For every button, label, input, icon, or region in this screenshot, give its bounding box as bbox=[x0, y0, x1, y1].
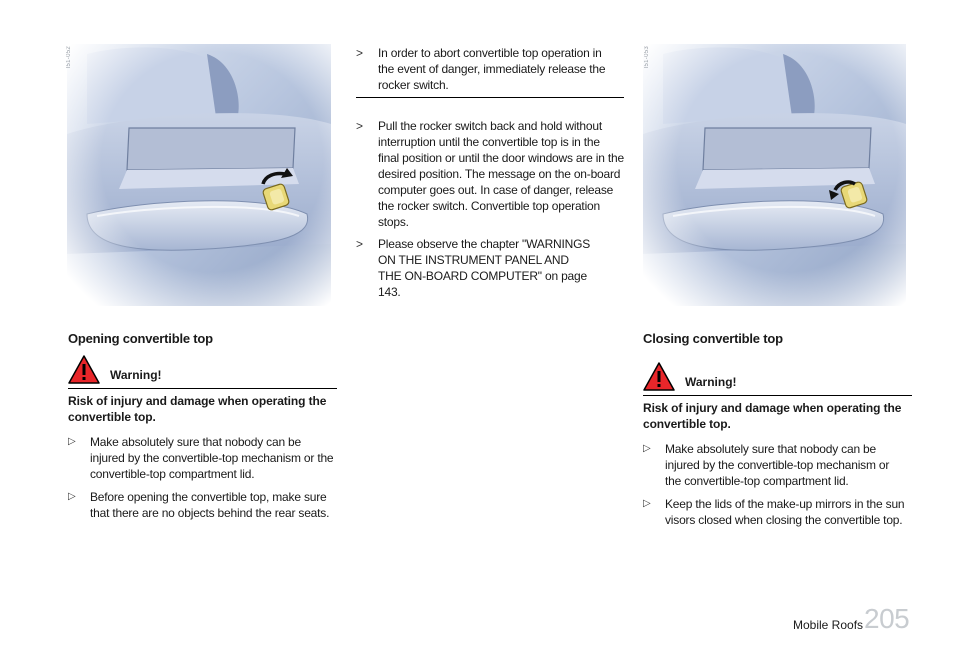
figure-code-right: I51-053 bbox=[644, 46, 650, 69]
step-item bbox=[356, 45, 620, 93]
warning-triangle-icon bbox=[68, 355, 100, 384]
step-arrow-icon: > bbox=[356, 237, 363, 251]
warning-rule bbox=[68, 388, 337, 389]
step-arrow-icon: > bbox=[356, 46, 363, 60]
triangle-bullet-icon: ▷ bbox=[643, 443, 651, 454]
triangle-bullet-icon: ▷ bbox=[68, 491, 76, 502]
figure-opening-console bbox=[67, 44, 331, 306]
list-item-text: Make absolutely sure that nobody can be injured by the convertible-top mechanism or the convertible-top compartment lid. bbox=[90, 435, 334, 481]
figure-code-left: I51-052 bbox=[66, 46, 72, 69]
step-text: Please observe the chapter "WARNINGS ON THE INSTRUMENT PANEL AND THE ON-BOARD COMPUTER" on page 143. bbox=[378, 237, 591, 299]
warning-triangle-icon bbox=[643, 362, 675, 391]
list-item bbox=[643, 496, 915, 528]
heading-opening: Opening convertible top bbox=[68, 331, 213, 346]
list-item bbox=[68, 434, 340, 482]
warning-text: Risk of injury and damage when operating the convertible top. bbox=[68, 394, 327, 424]
warning-text: Risk of injury and damage when operating the convertible top. bbox=[643, 401, 902, 431]
step-arrow-icon: > bbox=[356, 119, 363, 133]
warning-label: Warning! bbox=[685, 375, 737, 389]
warning-label: Warning! bbox=[110, 368, 162, 382]
list-item-text: Make absolutely sure that nobody can be injured by the convertible-top mechanism or the convertible-top compartment lid. bbox=[665, 442, 890, 488]
triangle-bullet-icon: ▷ bbox=[643, 498, 651, 509]
step-item bbox=[356, 118, 624, 230]
warning-row-left bbox=[68, 355, 162, 384]
heading-closing: Closing convertible top bbox=[643, 331, 783, 346]
list-item-text: Keep the lids of the make-up mirrors in the sun visors closed when closing the convertible top. bbox=[665, 497, 905, 527]
warning-rule bbox=[643, 395, 912, 396]
step-item bbox=[356, 236, 620, 299]
list-item-text: Before opening the convertible top, make sure that there are no objects behind the rear seats. bbox=[90, 490, 330, 520]
section-rule bbox=[356, 97, 624, 98]
step-text: In order to abort convertible top operation in the event of danger, immediately release the rocker switch. bbox=[378, 46, 606, 92]
warning-row-right bbox=[643, 362, 737, 391]
step-text: Pull the rocker switch back and hold without interruption until the convertible top is in the final position or until the door windows are in the desired position. The message on the on-board computer goes out. In case of danger, release the rocker switch. Convertible top operation stops. bbox=[378, 119, 624, 229]
triangle-bullet-icon: ▷ bbox=[68, 436, 76, 447]
figure-closing-console bbox=[643, 44, 906, 306]
footer-section-label: Mobile Roofs bbox=[793, 618, 864, 632]
list-item bbox=[643, 441, 915, 489]
page-number: 205 bbox=[864, 603, 910, 634]
list-item bbox=[68, 489, 340, 521]
